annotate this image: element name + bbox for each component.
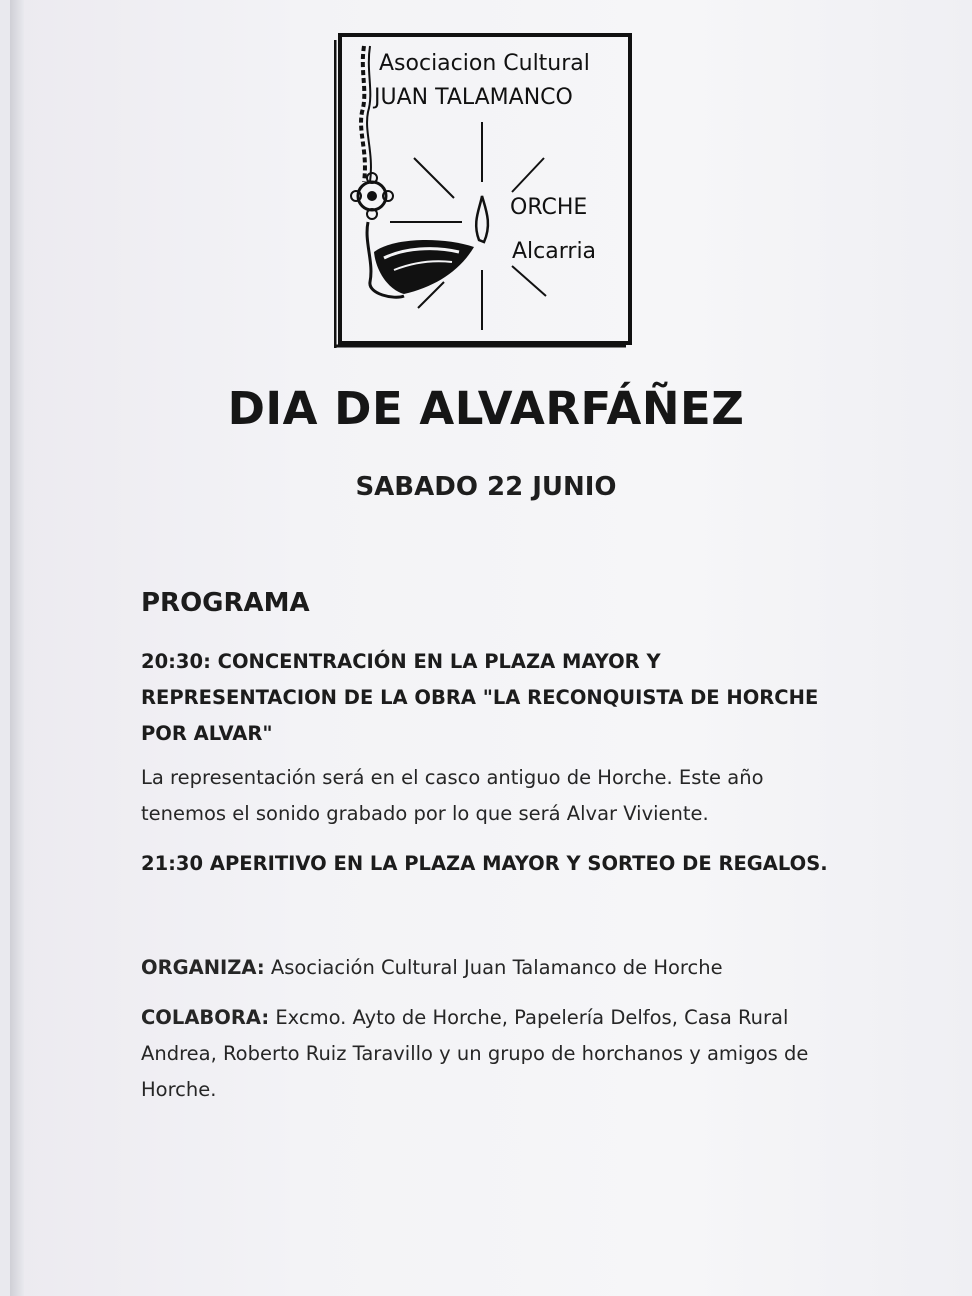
logo-line-2: JUAN TALAMANCO <box>374 85 573 110</box>
association-logo <box>334 32 634 348</box>
event-date: SABADO 22 JUNIO <box>355 472 617 502</box>
page-title: DIA DE ALVARFÁÑEZ <box>227 382 745 435</box>
logo-line-1: Asociacion Cultural <box>379 51 590 76</box>
paper-edge <box>10 0 24 1296</box>
program-item-1: 20:30: CONCENTRACIÓN EN LA PLAZA MAYOR Y REPRESENTACION DE LA OBRA "LA RECONQUISTA DE HORCHE POR ALVAR" <box>141 650 819 745</box>
program-item-2: 21:30 APERITIVO EN LA PLAZA MAYOR Y SORTEO DE REGALOS. <box>141 852 828 875</box>
colabora-label: COLABORA: <box>141 1006 270 1029</box>
logo-line-3: ORCHE <box>510 195 588 220</box>
logo-line-4: Alcarria <box>512 239 597 264</box>
organiza-text: Asociación Cultural Juan Talamanco de Horche <box>270 956 723 979</box>
program-section <box>141 588 851 1122</box>
colabora-text: Excmo. Ayto de Horche, Papelería Delfos, Casa Rural Andrea, Roberto Ruiz Taravillo y un grupo de horchanos y amigos de Horche. <box>141 1006 809 1101</box>
logo-graphic <box>334 32 634 348</box>
organiza-line <box>141 950 851 986</box>
program-description: La representación será en el casco antiguo de Horche. Este año tenemos el sonido grabado por lo que será Alvar Viviente. <box>141 766 764 825</box>
program-heading: PROGRAMA <box>141 588 310 618</box>
colabora-line <box>141 1000 851 1108</box>
organiza-label: ORGANIZA: <box>141 956 265 979</box>
